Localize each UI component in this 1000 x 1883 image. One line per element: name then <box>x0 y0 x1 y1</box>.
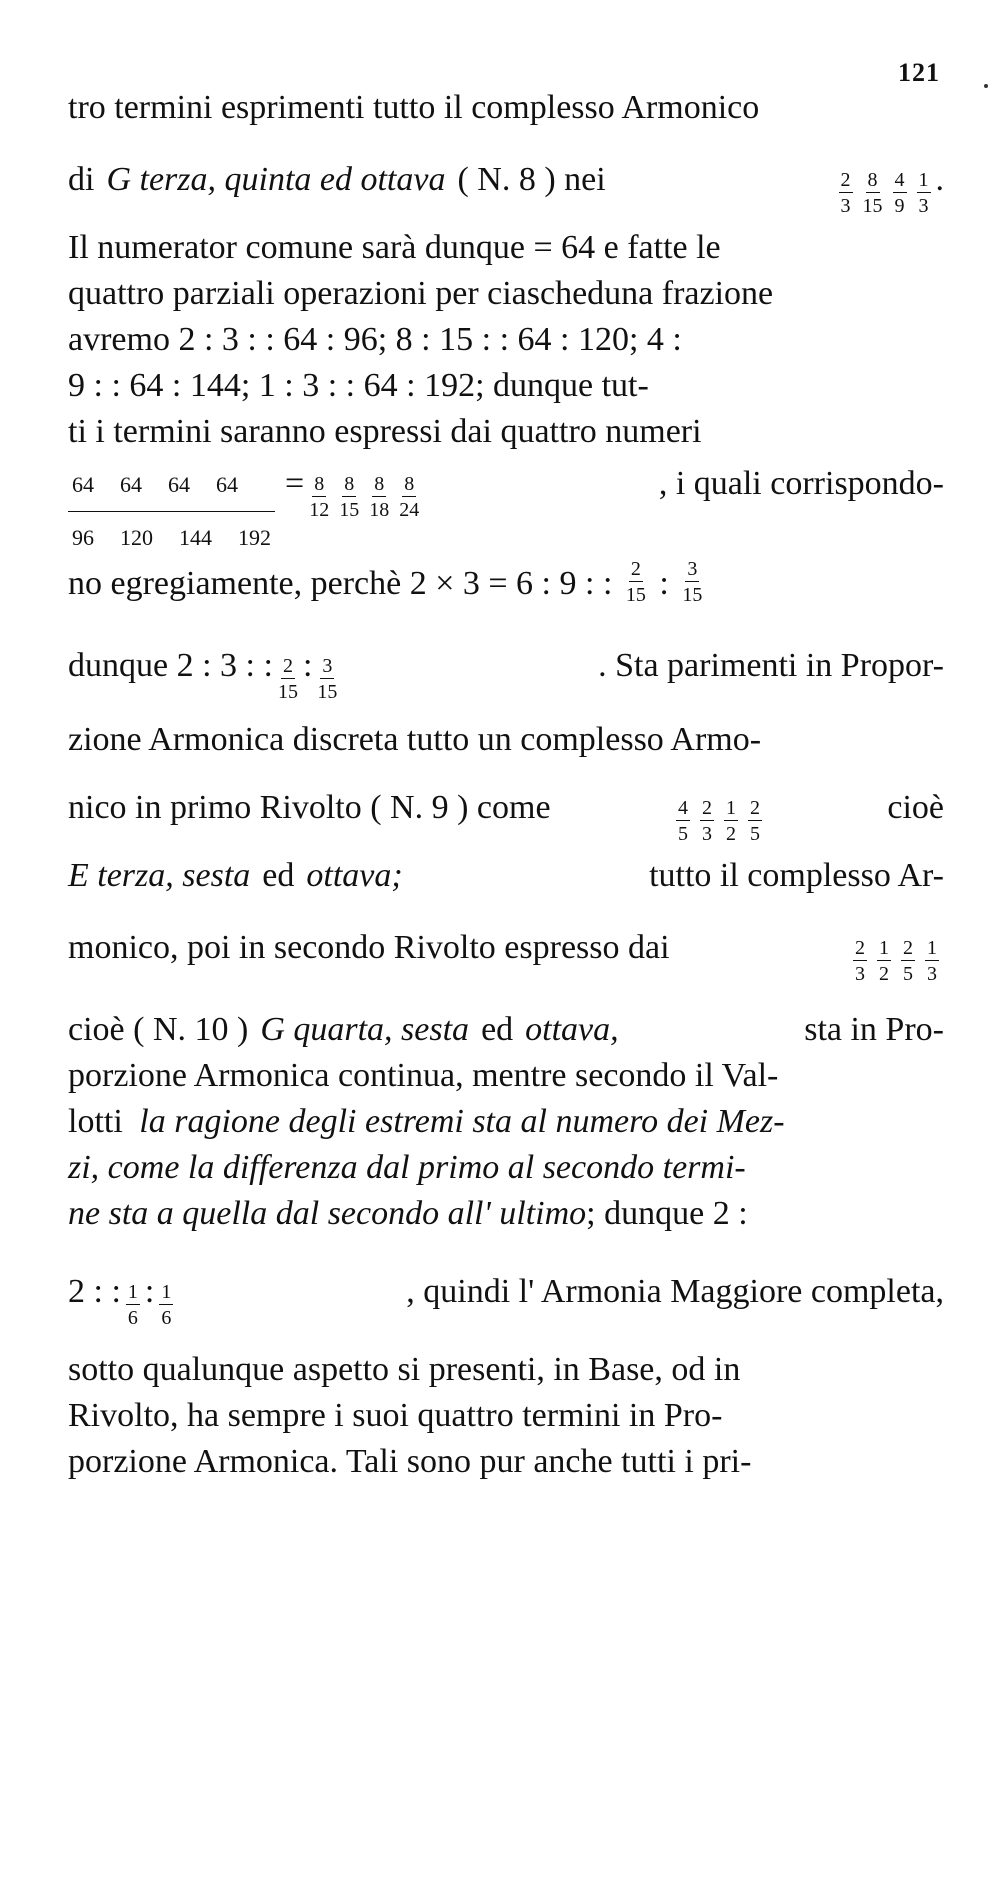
text-line-20 <box>68 1270 944 1332</box>
fraction-8-15: $\frac{8}{15}$ <box>862 169 883 217</box>
fraction-3-15: $\frac{3}{15}$ <box>682 558 703 607</box>
fraction-1-6: $\frac{1}{6}$ <box>161 1281 172 1329</box>
fraction-4-5: $\frac{4}{5}$ <box>677 797 688 845</box>
fraction-2-3: $\frac{2}{3}$ <box>701 797 712 845</box>
page-number: 121 <box>898 58 940 87</box>
numerator-2: 64 <box>120 472 142 497</box>
line2-word-di: di <box>68 161 95 198</box>
line12-text: nico in primo Rivolto ( N. 9 ) come <box>68 789 551 826</box>
fraction-1-3: $\frac{1}{3}$ <box>918 169 929 217</box>
numerator-3: 64 <box>168 472 190 497</box>
text-line-1: tro termini esprimenti tutto il complesso Armonico <box>68 89 760 126</box>
ratio-colon: : <box>144 1273 155 1310</box>
denominator-2: 120 <box>120 525 153 550</box>
text-line-12 <box>68 786 944 848</box>
text-line-19 <box>68 1192 944 1236</box>
denominator-1: 96 <box>72 525 94 550</box>
text-line-21: sotto qualunque aspetto si presenti, in Base, od in <box>68 1351 741 1388</box>
text-line-11: zione Armonica discreta tutto un complesso Armo- <box>68 721 762 758</box>
line9-text: no egregiamente, perchè 2 × 3 = 6 : 9 : : <box>68 565 613 602</box>
fraction-2-3: $\frac{2}{3}$ <box>840 169 851 217</box>
fraction-3-15: $\frac{3}{15}$ <box>317 655 338 703</box>
text-line-4: quattro parziali operazioni per ciascheduna frazione <box>68 275 774 312</box>
text-line-3: Il numerator comune sarà dunque = 64 e fatte le <box>68 229 721 266</box>
line2-italic-chord: G terza, quinta ed ottava <box>106 161 446 198</box>
fraction-8-18: $\frac{8}{18}$ <box>369 473 390 521</box>
equals-sign: = <box>285 465 305 502</box>
text-line-6: 9 : : 64 : 144; 1 : 3 : : 64 : 192; dunque tut- <box>68 367 649 404</box>
text-line-2 <box>68 158 944 220</box>
text-line-23: porzione Armonica. Tali sono pur anche tutti i pri- <box>68 1443 752 1480</box>
line19-italic-quote: ne sta a quella dal secondo all' ultimo <box>68 1195 587 1232</box>
fraction-1-2: $\frac{1}{2}$ <box>725 797 736 845</box>
fraction-8-24: $\frac{8}{24}$ <box>399 473 420 521</box>
compound-fraction-64 <box>68 463 275 560</box>
fraction-4-9: $\frac{4}{9}$ <box>894 169 905 217</box>
line10-tail: . Sta parimenti in Propor- <box>598 647 944 684</box>
margin-speck <box>984 84 988 88</box>
text-line-15 <box>68 1008 944 1052</box>
line13-word-ed: ed <box>262 857 295 894</box>
fraction-8-12: $\frac{8}{12}$ <box>309 473 330 521</box>
denominator-3: 144 <box>179 525 212 550</box>
line13-italic-chord: E terza, sesta <box>68 857 251 894</box>
line14-text: monico, poi in secondo Rivolto espresso dai <box>68 929 670 966</box>
line17-word-lotti: lotti <box>68 1103 123 1140</box>
line2-period: . <box>935 161 944 198</box>
fraction-2-15: $\frac{2}{15}$ <box>277 655 298 703</box>
text-line-10 <box>68 644 944 706</box>
line15-tail: sta in Pro- <box>804 1011 944 1048</box>
numerator-4: 64 <box>216 472 238 497</box>
ratio-colon: : <box>659 565 669 602</box>
line12-tail: cioè <box>887 789 944 826</box>
line2-fractions <box>834 158 945 220</box>
text-line-7: ti i termini saranno espressi dai quattro numeri <box>68 413 702 450</box>
fraction-8-15: $\frac{8}{15}$ <box>339 473 360 521</box>
fraction-1-3: $\frac{1}{3}$ <box>927 937 937 985</box>
line15-italic-chord: G quarta, sesta <box>260 1011 470 1048</box>
text-line-9 <box>68 558 944 609</box>
line15-reference: cioè ( N. 10 ) <box>68 1011 249 1048</box>
fraction-2-5: $\frac{2}{5}$ <box>903 937 913 985</box>
text-line-18 <box>68 1146 944 1190</box>
text-line-17 <box>68 1100 944 1144</box>
line8-tail: , i quali corrispondo- <box>658 465 944 502</box>
line15-italic-ottava: ottava, <box>525 1011 619 1048</box>
line20-text: 2 : : <box>68 1273 121 1310</box>
fraction-1-6: $\frac{1}{6}$ <box>127 1281 138 1329</box>
line17-italic-quote: la ragione degli estremi sta al numero dei Mez- <box>139 1103 785 1140</box>
line13-tail: tutto il complesso Ar- <box>649 857 944 894</box>
numerator-1: 64 <box>72 472 94 497</box>
text-line-5: avremo 2 : 3 : : 64 : 96; 8 : 15 : : 64 : 120; 4 : <box>68 321 682 358</box>
line19-tail: ; dunque 2 : <box>586 1195 748 1232</box>
line10-text: dunque 2 : 3 : : <box>68 647 273 684</box>
line15-word-ed: ed <box>481 1011 514 1048</box>
text-line-16: porzione Armonica continua, mentre secondo il Val- <box>68 1057 779 1094</box>
fraction-1-2: $\frac{1}{2}$ <box>879 937 889 985</box>
text-line-14 <box>68 926 944 988</box>
line13-italic-ottava: ottava; <box>306 857 403 894</box>
fraction-2-15: $\frac{2}{15}$ <box>625 558 646 607</box>
fraction-2-5: $\frac{2}{5}$ <box>749 797 760 845</box>
denominator-4: 192 <box>238 525 271 550</box>
line2-reference: ( N. 8 ) nei <box>457 161 606 198</box>
ratio-colon: : <box>302 647 313 684</box>
text-line-22: Rivolto, ha sempre i suoi quattro termini in Pro- <box>68 1397 723 1434</box>
text-line-13 <box>68 854 944 898</box>
text-line-8 <box>68 462 944 562</box>
fraction-2-3: $\frac{2}{3}$ <box>855 937 865 985</box>
line18-italic-quote: zi, come la differenza dal primo al secondo termi- <box>68 1149 746 1186</box>
line20-tail: , quindi l' Armonia Maggiore completa, <box>406 1273 944 1310</box>
